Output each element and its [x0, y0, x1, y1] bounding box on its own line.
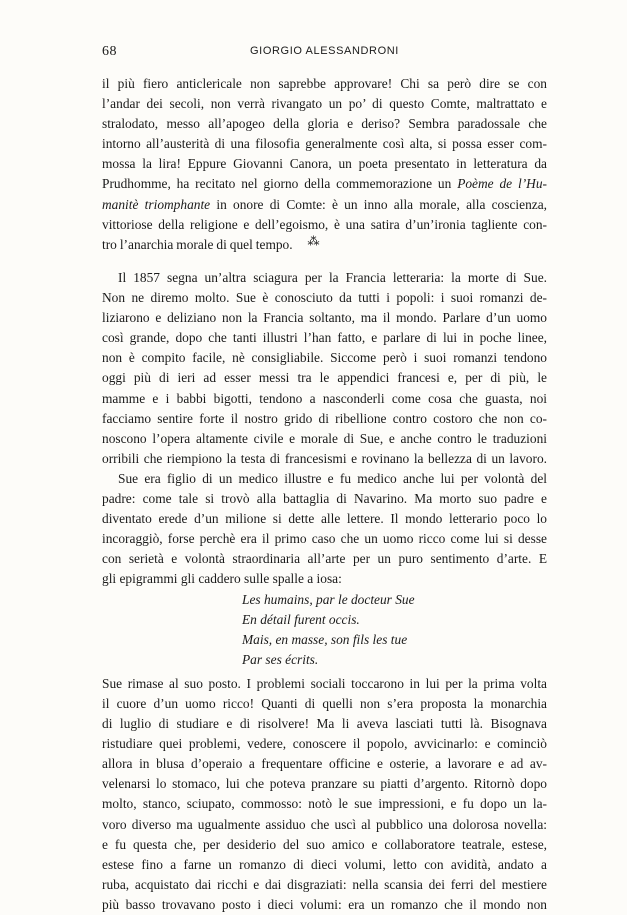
text-line: mamme e i babbi bigotti, tendono a nasconderli come cosa che guasta, noi [102, 390, 547, 406]
text-line: liziarono e deliziano non la Francia soltanto, ma il mondo. Parlare d’un uomo [102, 310, 547, 326]
text-line: Non ne diremo molto. Sue è conosciuto da tutti i popoli: i suoi romanzi de- [102, 290, 547, 306]
paragraph-comte [102, 74, 547, 255]
text-line: vittoriose della religione e dell’egoismo, è una satira d’un’ironia tagliente con- [102, 216, 547, 232]
text-line [102, 195, 547, 215]
poem-line: Les humains, par le docteur Sue [242, 591, 415, 607]
asterism-glyph: ⁂ [307, 234, 320, 248]
text-line: molto, stanco, sciupato, commosso: notò le sue impressioni, e fu dopo un la- [102, 796, 547, 812]
italic-title: manitè triomphante [102, 196, 211, 212]
text-line: non è compito facile, nè consigliabile. Siccome però i suoi romanzi tendono [102, 350, 547, 366]
text-line: il più fiero anticlericale non saprebbe approvare! Chi sa però dire se con [102, 76, 547, 91]
text-line: Sue rimase al suo posto. I problemi sociali toccarono in lui per la prima volta [102, 675, 547, 691]
text-line: stralodato, messo all’apogeo della gloria e deriso? Sembra paradossale che [102, 116, 547, 132]
section-sue [102, 268, 547, 915]
italic-title: Poème de l’Hu- [457, 176, 547, 192]
running-head: GIORGIO ALESSANDRONI [250, 45, 399, 57]
text-line: Sue era figlio di un medico illustre e fu medico anche lui per volontà del [118, 470, 547, 486]
text-line: noscono l’opera altamente civile e morale di Sue, e anche contro le traduzioni [102, 430, 547, 446]
text-line: gli epigrammi gli caddero sulle spalle a iosa: [102, 571, 342, 587]
text-line: intorno all’austerità di una filosofia generalmente così alta, si possa esser com- [102, 136, 547, 152]
page-header [102, 44, 547, 64]
text-line: e fu questa che, per desiderio del suo amico e collaboratore teatrale, estese, [102, 836, 547, 852]
text-segment: Prudhomme, ha recitato nel giorno della commemorazione un [102, 176, 452, 192]
text-segment: in onore di Comte: è un inno alla morale, alla coscienza, [210, 196, 547, 212]
text-line: incoraggiò, forse perchè era il primo caso che un uomo ricco come lui si desse [102, 531, 547, 547]
text-line: allora in blusa d’operaio a frequentare officine e osterie, a lavorare e ad av- [102, 756, 547, 772]
text-line: così grande, dopo che tanti illustri l’han fatto, e parlare di lui in poche linee, [102, 330, 547, 346]
poem-line: En détail furent occis. [242, 611, 360, 627]
text-line: con serietà e volontà straordinaria all’arte per un puro sentimento d’arte. E [102, 551, 547, 567]
text-line: orribili che riempiono la testa di francesismi e rovinano la bellezza di un lavoro. [102, 450, 547, 466]
text-line: oggi più di ieri ad esser messi tra le appendici francesi e, per di più, le [102, 370, 547, 386]
text-line [102, 174, 547, 194]
text-line: il cuore d’un uomo ricco! Quanti di quelli non s’era proposta la monarchia [102, 695, 547, 711]
text-line: velenarsi lo stomaco, lui che poteva pranzare su piatti d’argento. Ritornò dopo [102, 776, 547, 792]
text-line: di luglio di studiare e di risolvere! Ma li aveva lasciati tutti là. Bisognava [102, 716, 547, 732]
text-line: facciamo sentire forte il nostro grido di ribellione contro costoro che non co- [102, 410, 547, 426]
text-line: più basso trovavano posto i dieci volumi: era un romanzo che il mondo non [102, 896, 547, 912]
text-line: diventato erede d’un milione si dette alle lettere. Il mondo letterario poco lo [102, 511, 547, 527]
epigram-poem [102, 590, 547, 670]
text-line: estese fino a farne un romanzo di dieci volumi, letto con avidità, andato a [102, 856, 547, 872]
section-asterism [0, 234, 627, 248]
text-line: voro diverso ma ugualmente assiduo che uscì al pubblico una dolorosa novella: [102, 816, 547, 832]
text-line: ristudiare quei problemi, vedere, conoscere il popolo, avvicinarlo: e cominciò [102, 736, 547, 752]
poem-line: Par ses écrits. [242, 651, 319, 667]
text-line: ruba, acquistato dai ricchi e dai disgraziati: nella scansia dei ferri del mestiere [102, 876, 547, 892]
poem-line: Mais, en masse, son fils les tue [242, 631, 408, 647]
text-line: l’andar dei secoli, non verrà rivangato un po’ di questo Comte, maltrattato e [102, 96, 547, 112]
text-line: mossa la lira! Eppure Giovanni Canora, un poeta presentato in letteratura da [102, 156, 547, 172]
page-number: 68 [102, 44, 117, 59]
text-line: tro l’anarchia morale di quel tempo. [102, 236, 293, 252]
text-line: padre: come tale si trovò alla battaglia di Navarino. Ma morto suo padre e [102, 491, 547, 507]
text-line: Il 1857 segna un’altra sciagura per la Francia letteraria: la morte di Sue. [118, 270, 547, 285]
